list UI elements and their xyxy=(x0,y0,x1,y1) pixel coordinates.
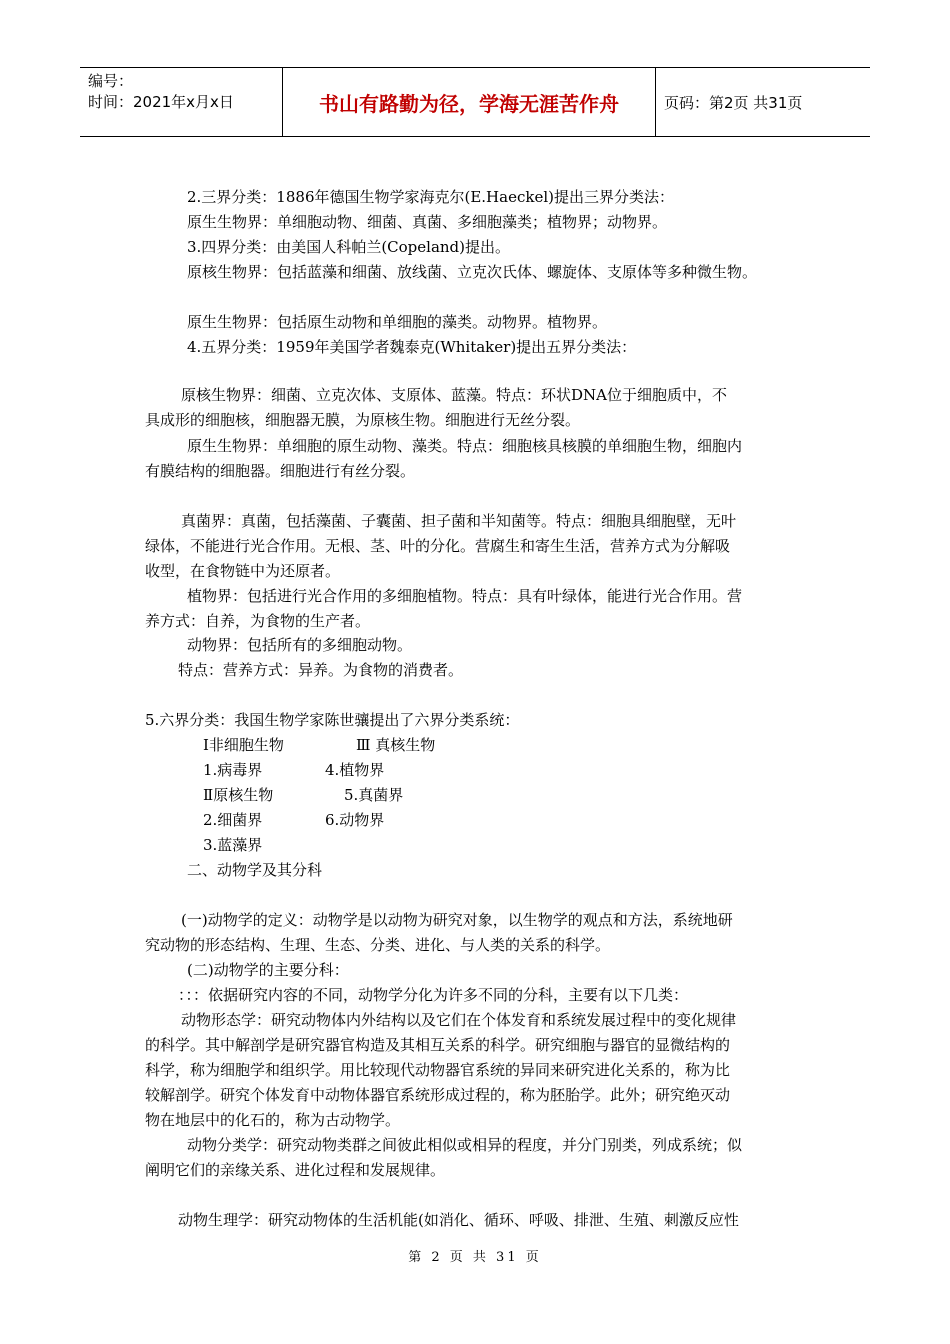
text-line: 原核生物界：细菌、立克次体、支原体、蓝藻。特点：环状DNA位于细胞质中，不 xyxy=(181,386,727,404)
header-page-info: 页码：第2页 共31页 xyxy=(664,93,803,112)
time-label: 时间：2021年x月x日 xyxy=(88,93,234,111)
text-line: 原生生物界：单细胞的原生动物、藻类。特点：细胞核具核膜的单细胞生物，细胞内 xyxy=(187,437,743,455)
text-line: 4.五界分类：1959年美国学者魏泰克(Whitaker)提出五界分类法： xyxy=(187,338,637,356)
text-line: Ⅱ原核生物 xyxy=(203,786,274,804)
text-line: 究动物的形态结构、生理、生态、分类、进化、与人类的关系的科学。 xyxy=(145,936,611,954)
text-line: 收型，在食物链中为还原者。 xyxy=(145,562,341,580)
text-line: ：：：依据研究内容的不同，动物学分化为许多不同的分科，主要有以下几类： xyxy=(178,986,689,1004)
text-line: 2.细菌界 xyxy=(203,811,263,829)
text-line: 3.蓝藻界 xyxy=(203,836,263,854)
text-line: 特点：营养方式：异养。为食物的消费者。 xyxy=(178,661,464,679)
text-line: Ⅰ非细胞生物 xyxy=(203,736,284,754)
text-line: (一)动物学的定义：动物学是以动物为研究对象，以生物学的观点和方法，系统地研 xyxy=(181,911,733,929)
text-line: 1.病毒界 xyxy=(203,761,263,779)
text-line: 阐明它们的亲缘关系、进化过程和发展规律。 xyxy=(145,1161,446,1179)
text-line: 植物界：包括进行光合作用的多细胞植物。特点：具有叶绿体，能进行光合作用。营 xyxy=(187,587,743,605)
text-line: 真菌界：真菌，包括藻菌、子囊菌、担子菌和半知菌等。特点：细胞具细胞壁，无叶 xyxy=(181,512,737,530)
text-line: 动物生理学：研究动物体的生活机能(如消化、循环、呼吸、排泄、生殖、刺激反应性 xyxy=(178,1211,739,1229)
text-line: 6.动物界 xyxy=(325,811,385,829)
text-line: 原核生物界：包括蓝藻和细菌、放线菌、立克次氏体、螺旋体、支原体等多种微生物。 xyxy=(187,263,758,281)
text-line: 5.六界分类：我国生物学家陈世骧提出了六界分类系统： xyxy=(145,711,520,729)
number-label: 编号： xyxy=(88,72,134,90)
text-line: 2.三界分类：1886年德国生物学家海克尔(E.Haeckel)提出三界分类法： xyxy=(187,188,674,206)
page-footer: 第 2 页 共 31 页 xyxy=(408,1250,542,1265)
text-line: 的科学。其中解剖学是研究器官构造及其相互关系的科学。研究细胞与器官的显微结构的 xyxy=(145,1036,731,1054)
text-line: 原生生物界：包括原生动物和单细胞的藻类。动物界。植物界。 xyxy=(187,313,608,331)
text-line: 4.植物界 xyxy=(325,761,385,779)
text-line: 动物分类学：研究动物类群之间彼此相似或相异的程度，并分门别类，列成系统；似 xyxy=(187,1136,743,1154)
text-line: (二)动物学的主要分科： xyxy=(187,961,349,979)
page-header xyxy=(80,67,870,137)
text-line: 养方式：自养，为食物的生产者。 xyxy=(145,612,371,630)
text-line: Ⅲ 真核生物 xyxy=(356,736,436,754)
text-line: 较解剖学。研究个体发育中动物体器官系统形成过程的，称为胚胎学。此外；研究绝灭动 xyxy=(145,1086,731,1104)
text-line: 原生生物界：单细胞动物、细菌、真菌、多细胞藻类；植物界；动物界。 xyxy=(187,213,668,231)
header-motto: 书山有路勤为径，学海无涯苦作舟 xyxy=(283,68,656,136)
text-line: 物在地层中的化石的，称为古动物学。 xyxy=(145,1111,401,1129)
text-line: 3.四界分类：由美国人科帕兰(Copeland)提出。 xyxy=(187,238,511,256)
text-line: 具成形的细胞核，细胞器无膜，为原核生物。细胞进行无丝分裂。 xyxy=(145,411,581,429)
text-line: 科学，称为细胞学和组织学。用比较现代动物器官系统的异同来研究进化关系的，称为比 xyxy=(145,1061,731,1079)
text-line: 动物形态学：研究动物体内外结构以及它们在个体发育和系统发展过程中的变化规律 xyxy=(181,1011,737,1029)
header-meta-cell xyxy=(80,68,283,136)
section-heading: 二、动物学及其分科 xyxy=(187,861,323,879)
text-line: 有膜结构的细胞器。细胞进行有丝分裂。 xyxy=(145,462,416,480)
text-line: 5.真菌界 xyxy=(344,786,404,804)
text-line: 动物界：包括所有的多细胞动物。 xyxy=(187,636,413,654)
text-line: 绿体，不能进行光合作用。无根、茎、叶的分化。营腐生和寄生生活，营养方式为分解吸 xyxy=(145,537,731,555)
